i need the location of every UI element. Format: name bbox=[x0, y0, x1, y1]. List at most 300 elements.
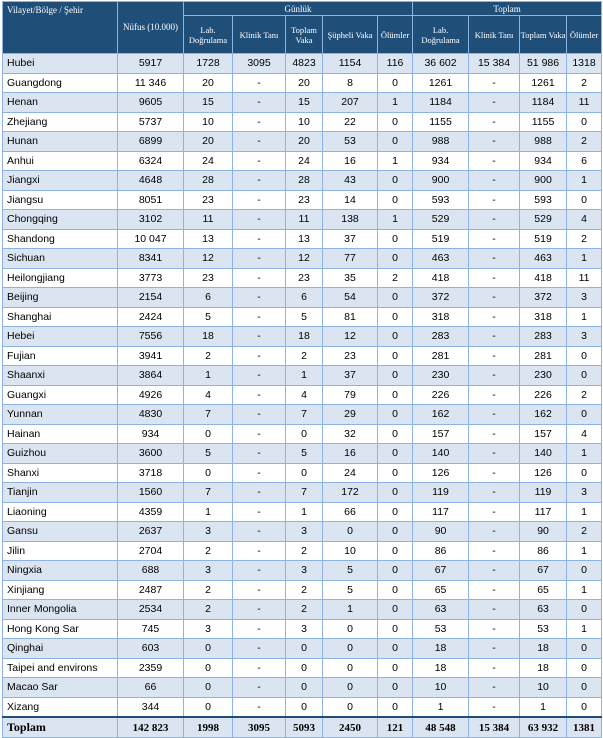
table-cell: - bbox=[233, 463, 286, 483]
region-name-cell: Hainan bbox=[3, 424, 118, 444]
region-name-cell: Heilongjiang bbox=[3, 268, 118, 288]
region-name-cell: Hebei bbox=[3, 327, 118, 347]
table-cell: 0 bbox=[378, 600, 413, 620]
table-cell: 3 bbox=[184, 619, 233, 639]
table-cell: 0 bbox=[323, 697, 378, 717]
table-cell: 0 bbox=[378, 619, 413, 639]
table-cell: 0 bbox=[378, 405, 413, 425]
table-cell: - bbox=[469, 151, 520, 171]
table-cell: 1155 bbox=[520, 112, 567, 132]
totals-cell: 121 bbox=[378, 717, 413, 738]
table-cell: 7 bbox=[286, 483, 323, 503]
table-cell: 13 bbox=[184, 229, 233, 249]
region-name-cell: Anhui bbox=[3, 151, 118, 171]
table-cell: 1 bbox=[567, 580, 602, 600]
table-cell: 63 bbox=[520, 600, 567, 620]
table-cell: - bbox=[233, 639, 286, 659]
table-cell: 1 bbox=[378, 210, 413, 230]
region-name-cell: Shandong bbox=[3, 229, 118, 249]
table-cell: 10 bbox=[323, 541, 378, 561]
table-cell: 18 bbox=[413, 639, 469, 659]
table-cell: - bbox=[469, 210, 520, 230]
table-footer bbox=[3, 717, 602, 738]
table-cell: 2 bbox=[567, 385, 602, 405]
table-cell: 116 bbox=[378, 54, 413, 74]
table-cell: 29 bbox=[323, 405, 378, 425]
table-row bbox=[3, 639, 602, 659]
table-cell: 0 bbox=[378, 561, 413, 581]
table-cell: 4 bbox=[286, 385, 323, 405]
table-cell: 226 bbox=[413, 385, 469, 405]
table-body bbox=[3, 54, 602, 718]
table-cell: 117 bbox=[413, 502, 469, 522]
table-cell: 24 bbox=[323, 463, 378, 483]
table-cell: 77 bbox=[323, 249, 378, 269]
table-row bbox=[3, 132, 602, 152]
table-cell: 119 bbox=[520, 483, 567, 503]
table-cell: 0 bbox=[567, 658, 602, 678]
table-cell: 3 bbox=[184, 522, 233, 542]
table-cell: 15 384 bbox=[469, 54, 520, 74]
table-cell: 12 bbox=[323, 327, 378, 347]
table-cell: 2154 bbox=[118, 288, 184, 308]
table-cell: 2 bbox=[567, 132, 602, 152]
table-cell: 0 bbox=[567, 346, 602, 366]
table-cell: 5 bbox=[323, 580, 378, 600]
table-cell: 3600 bbox=[118, 444, 184, 464]
table-cell: 117 bbox=[520, 502, 567, 522]
table-cell: - bbox=[469, 502, 520, 522]
table-cell: 35 bbox=[323, 268, 378, 288]
table-cell: 23 bbox=[286, 268, 323, 288]
table-cell: - bbox=[469, 541, 520, 561]
table-cell: 4830 bbox=[118, 405, 184, 425]
table-cell: 1728 bbox=[184, 54, 233, 74]
table-cell: 0 bbox=[286, 678, 323, 698]
table-cell: 16 bbox=[323, 151, 378, 171]
table-cell: 14 bbox=[323, 190, 378, 210]
table-cell: - bbox=[233, 561, 286, 581]
covid-table-container bbox=[2, 1, 601, 738]
table-cell: 3 bbox=[184, 561, 233, 581]
table-row bbox=[3, 268, 602, 288]
table-cell: 66 bbox=[323, 502, 378, 522]
table-cell: 66 bbox=[118, 678, 184, 698]
table-cell: 1 bbox=[378, 151, 413, 171]
table-cell: - bbox=[469, 112, 520, 132]
table-cell: 0 bbox=[378, 346, 413, 366]
table-cell: 172 bbox=[323, 483, 378, 503]
table-cell: 18 bbox=[413, 658, 469, 678]
table-cell: - bbox=[469, 327, 520, 347]
table-cell: 1 bbox=[567, 444, 602, 464]
table-cell: 53 bbox=[413, 619, 469, 639]
table-cell: 934 bbox=[413, 151, 469, 171]
table-cell: - bbox=[233, 171, 286, 191]
table-cell: 7 bbox=[286, 405, 323, 425]
table-cell: - bbox=[233, 502, 286, 522]
table-cell: - bbox=[233, 73, 286, 93]
table-cell: 3941 bbox=[118, 346, 184, 366]
table-cell: 5 bbox=[184, 307, 233, 327]
table-cell: - bbox=[233, 483, 286, 503]
table-cell: 2424 bbox=[118, 307, 184, 327]
table-cell: 519 bbox=[520, 229, 567, 249]
region-name-cell: Hunan bbox=[3, 132, 118, 152]
table-cell: - bbox=[469, 619, 520, 639]
region-name-cell: Gansu bbox=[3, 522, 118, 542]
table-cell: 2487 bbox=[118, 580, 184, 600]
table-cell: 1154 bbox=[323, 54, 378, 74]
table-cell: 0 bbox=[378, 580, 413, 600]
table-cell: - bbox=[233, 346, 286, 366]
table-cell: 12 bbox=[184, 249, 233, 269]
table-cell: 529 bbox=[520, 210, 567, 230]
table-row bbox=[3, 54, 602, 74]
table-cell: 1 bbox=[567, 171, 602, 191]
table-cell: 0 bbox=[567, 190, 602, 210]
table-cell: 18 bbox=[520, 658, 567, 678]
table-cell: 126 bbox=[520, 463, 567, 483]
table-cell: - bbox=[469, 424, 520, 444]
table-row bbox=[3, 678, 602, 698]
table-cell: 0 bbox=[378, 697, 413, 717]
table-cell: 28 bbox=[184, 171, 233, 191]
table-cell: 0 bbox=[378, 229, 413, 249]
table-cell: 3718 bbox=[118, 463, 184, 483]
region-name-cell: Guangxi bbox=[3, 385, 118, 405]
daily-lab-confirmed-header: Lab. Doğrulama bbox=[184, 16, 233, 54]
region-name-cell: Zhejiang bbox=[3, 112, 118, 132]
table-cell: 463 bbox=[413, 249, 469, 269]
table-cell: 2 bbox=[184, 346, 233, 366]
table-cell: 0 bbox=[378, 249, 413, 269]
table-cell: 1318 bbox=[567, 54, 602, 74]
table-cell: - bbox=[469, 639, 520, 659]
table-cell: 0 bbox=[378, 385, 413, 405]
table-cell: 119 bbox=[413, 483, 469, 503]
table-cell: 3864 bbox=[118, 366, 184, 386]
region-name-cell: Jilin bbox=[3, 541, 118, 561]
table-row bbox=[3, 171, 602, 191]
table-cell: - bbox=[233, 541, 286, 561]
table-cell: 3 bbox=[567, 327, 602, 347]
table-cell: 79 bbox=[323, 385, 378, 405]
table-cell: 1261 bbox=[413, 73, 469, 93]
region-name-cell: Yunnan bbox=[3, 405, 118, 425]
table-cell: - bbox=[469, 288, 520, 308]
totals-cell: 142 823 bbox=[118, 717, 184, 738]
table-cell: 53 bbox=[323, 132, 378, 152]
table-cell: 24 bbox=[286, 151, 323, 171]
table-cell: - bbox=[233, 190, 286, 210]
table-cell: 4926 bbox=[118, 385, 184, 405]
table-cell: 593 bbox=[520, 190, 567, 210]
table-cell: 2 bbox=[567, 522, 602, 542]
table-cell: 6 bbox=[567, 151, 602, 171]
table-cell: 8 bbox=[323, 73, 378, 93]
province-case-table bbox=[2, 1, 602, 738]
table-cell: 0 bbox=[378, 522, 413, 542]
table-cell: 11 bbox=[184, 210, 233, 230]
table-cell: - bbox=[233, 678, 286, 698]
table-row bbox=[3, 580, 602, 600]
table-cell: - bbox=[233, 658, 286, 678]
table-cell: 67 bbox=[520, 561, 567, 581]
table-row bbox=[3, 366, 602, 386]
table-cell: 2704 bbox=[118, 541, 184, 561]
table-cell: 7556 bbox=[118, 327, 184, 347]
table-header bbox=[3, 2, 602, 54]
table-cell: 281 bbox=[520, 346, 567, 366]
table-cell: - bbox=[469, 171, 520, 191]
table-cell: 593 bbox=[413, 190, 469, 210]
footnote-fragment bbox=[2, 670, 601, 675]
table-cell: - bbox=[469, 600, 520, 620]
table-cell: 157 bbox=[520, 424, 567, 444]
table-cell: 5917 bbox=[118, 54, 184, 74]
table-cell: 1184 bbox=[413, 93, 469, 113]
table-cell: 0 bbox=[378, 327, 413, 347]
table-cell: 0 bbox=[378, 658, 413, 678]
table-cell: 4 bbox=[567, 210, 602, 230]
table-cell: 11 bbox=[567, 93, 602, 113]
table-cell: - bbox=[233, 307, 286, 327]
table-cell: 988 bbox=[413, 132, 469, 152]
table-cell: 2 bbox=[184, 580, 233, 600]
region-name-cell: Chongqing bbox=[3, 210, 118, 230]
daily-total-cases-header: Toplam Vaka bbox=[286, 16, 323, 54]
total-lab-confirmed-header: Lab. Doğrulama bbox=[413, 16, 469, 54]
table-cell: 988 bbox=[520, 132, 567, 152]
table-cell: 51 986 bbox=[520, 54, 567, 74]
table-cell: 65 bbox=[520, 580, 567, 600]
table-cell: 1 bbox=[323, 600, 378, 620]
totals-row bbox=[3, 717, 602, 738]
table-cell: 0 bbox=[184, 463, 233, 483]
table-cell: 2 bbox=[184, 600, 233, 620]
table-row bbox=[3, 619, 602, 639]
table-cell: 0 bbox=[184, 697, 233, 717]
table-row bbox=[3, 190, 602, 210]
table-cell: 0 bbox=[567, 678, 602, 698]
table-cell: 140 bbox=[413, 444, 469, 464]
table-cell: 3 bbox=[286, 561, 323, 581]
table-row bbox=[3, 229, 602, 249]
table-row bbox=[3, 307, 602, 327]
table-cell: 53 bbox=[520, 619, 567, 639]
table-cell: - bbox=[469, 385, 520, 405]
table-cell: 934 bbox=[118, 424, 184, 444]
table-row bbox=[3, 502, 602, 522]
table-cell: 529 bbox=[413, 210, 469, 230]
table-cell: 7 bbox=[184, 483, 233, 503]
table-cell: 162 bbox=[413, 405, 469, 425]
table-cell: 0 bbox=[184, 424, 233, 444]
table-row bbox=[3, 541, 602, 561]
table-cell: - bbox=[233, 210, 286, 230]
totals-cell: 63 932 bbox=[520, 717, 567, 738]
table-cell: 54 bbox=[323, 288, 378, 308]
table-cell: 0 bbox=[286, 463, 323, 483]
table-cell: 86 bbox=[520, 541, 567, 561]
table-cell: 162 bbox=[520, 405, 567, 425]
table-cell: 281 bbox=[413, 346, 469, 366]
table-row bbox=[3, 561, 602, 581]
table-cell: 15 bbox=[184, 93, 233, 113]
daily-deaths-header: Ölümler bbox=[378, 16, 413, 54]
table-cell: 0 bbox=[286, 424, 323, 444]
table-cell: - bbox=[469, 580, 520, 600]
table-row bbox=[3, 600, 602, 620]
table-cell: 20 bbox=[286, 132, 323, 152]
table-cell: - bbox=[233, 268, 286, 288]
table-cell: 0 bbox=[378, 444, 413, 464]
table-cell: 0 bbox=[378, 112, 413, 132]
table-cell: 0 bbox=[567, 463, 602, 483]
table-cell: 1184 bbox=[520, 93, 567, 113]
table-row bbox=[3, 522, 602, 542]
table-cell: 23 bbox=[184, 190, 233, 210]
table-cell: - bbox=[469, 658, 520, 678]
table-cell: 4359 bbox=[118, 502, 184, 522]
table-cell: 43 bbox=[323, 171, 378, 191]
table-cell: 65 bbox=[413, 580, 469, 600]
table-cell: 2637 bbox=[118, 522, 184, 542]
table-row bbox=[3, 444, 602, 464]
table-cell: 0 bbox=[286, 658, 323, 678]
table-cell: 24 bbox=[184, 151, 233, 171]
table-cell: 344 bbox=[118, 697, 184, 717]
region-name-cell: Henan bbox=[3, 93, 118, 113]
table-cell: 0 bbox=[567, 600, 602, 620]
table-cell: 0 bbox=[286, 639, 323, 659]
table-row bbox=[3, 424, 602, 444]
table-cell: 0 bbox=[378, 483, 413, 503]
table-cell: 1560 bbox=[118, 483, 184, 503]
table-cell: 140 bbox=[520, 444, 567, 464]
table-cell: - bbox=[469, 405, 520, 425]
table-cell: 0 bbox=[323, 658, 378, 678]
table-cell: 3773 bbox=[118, 268, 184, 288]
region-name-cell: Xinjiang bbox=[3, 580, 118, 600]
table-cell: 0 bbox=[567, 112, 602, 132]
totals-cell: 15 384 bbox=[469, 717, 520, 738]
region-name-cell: Hubei bbox=[3, 54, 118, 74]
table-row bbox=[3, 346, 602, 366]
table-cell: 900 bbox=[520, 171, 567, 191]
table-cell: 3 bbox=[567, 288, 602, 308]
total-cases-header: Toplam Vaka bbox=[520, 16, 567, 54]
table-cell: 90 bbox=[520, 522, 567, 542]
table-cell: 1 bbox=[567, 502, 602, 522]
table-cell: 10 bbox=[184, 112, 233, 132]
region-name-cell: Beijing bbox=[3, 288, 118, 308]
table-cell: 0 bbox=[323, 619, 378, 639]
table-cell: - bbox=[469, 522, 520, 542]
table-cell: 3 bbox=[286, 522, 323, 542]
table-cell: 318 bbox=[520, 307, 567, 327]
region-name-cell: Hong Kong Sar bbox=[3, 619, 118, 639]
table-cell: 283 bbox=[413, 327, 469, 347]
table-cell: 688 bbox=[118, 561, 184, 581]
table-cell: - bbox=[469, 463, 520, 483]
table-cell: 2 bbox=[378, 268, 413, 288]
table-cell: 318 bbox=[413, 307, 469, 327]
table-cell: 519 bbox=[413, 229, 469, 249]
region-name-cell: Shanghai bbox=[3, 307, 118, 327]
table-cell: - bbox=[233, 522, 286, 542]
table-cell: 6 bbox=[286, 288, 323, 308]
table-cell: 23 bbox=[323, 346, 378, 366]
header-group-row bbox=[3, 2, 602, 16]
table-cell: 28 bbox=[286, 171, 323, 191]
table-cell: - bbox=[469, 366, 520, 386]
table-cell: 90 bbox=[413, 522, 469, 542]
table-row bbox=[3, 151, 602, 171]
table-cell: 1 bbox=[286, 502, 323, 522]
table-cell: 0 bbox=[378, 190, 413, 210]
table-cell: - bbox=[469, 249, 520, 269]
totals-cell: 3095 bbox=[233, 717, 286, 738]
totals-cell: 48 548 bbox=[413, 717, 469, 738]
table-cell: 4 bbox=[567, 424, 602, 444]
table-cell: 138 bbox=[323, 210, 378, 230]
table-cell: 0 bbox=[184, 639, 233, 659]
table-row bbox=[3, 385, 602, 405]
table-cell: 207 bbox=[323, 93, 378, 113]
table-cell: 0 bbox=[567, 366, 602, 386]
table-cell: - bbox=[233, 93, 286, 113]
table-cell: - bbox=[469, 132, 520, 152]
table-cell: 13 bbox=[286, 229, 323, 249]
table-cell: 2 bbox=[286, 600, 323, 620]
table-cell: - bbox=[233, 385, 286, 405]
table-cell: 9605 bbox=[118, 93, 184, 113]
table-cell: 372 bbox=[413, 288, 469, 308]
region-name-cell: Shanxi bbox=[3, 463, 118, 483]
region-name-cell: Ningxia bbox=[3, 561, 118, 581]
table-cell: - bbox=[233, 405, 286, 425]
table-cell: 2 bbox=[286, 541, 323, 561]
table-cell: - bbox=[233, 580, 286, 600]
table-cell: 6324 bbox=[118, 151, 184, 171]
table-cell: 0 bbox=[323, 678, 378, 698]
region-name-cell: Shaanxi bbox=[3, 366, 118, 386]
table-cell: - bbox=[469, 268, 520, 288]
table-cell: 1 bbox=[567, 307, 602, 327]
table-cell: 0 bbox=[184, 678, 233, 698]
table-cell: - bbox=[233, 366, 286, 386]
table-cell: 37 bbox=[323, 229, 378, 249]
table-cell: 11 346 bbox=[118, 73, 184, 93]
table-cell: 8341 bbox=[118, 249, 184, 269]
table-cell: 0 bbox=[378, 307, 413, 327]
table-cell: - bbox=[469, 678, 520, 698]
region-name-cell: Liaoning bbox=[3, 502, 118, 522]
table-cell: 5 bbox=[184, 444, 233, 464]
region-name-cell: Taipei and environs bbox=[3, 658, 118, 678]
totals-cell: 1998 bbox=[184, 717, 233, 738]
table-cell: 7 bbox=[184, 405, 233, 425]
table-cell: 0 bbox=[323, 639, 378, 659]
totals-label: Toplam bbox=[3, 717, 118, 738]
table-row bbox=[3, 483, 602, 503]
table-cell: 0 bbox=[567, 697, 602, 717]
table-cell: 934 bbox=[520, 151, 567, 171]
table-cell: 16 bbox=[323, 444, 378, 464]
region-name-cell: Inner Mongolia bbox=[3, 600, 118, 620]
